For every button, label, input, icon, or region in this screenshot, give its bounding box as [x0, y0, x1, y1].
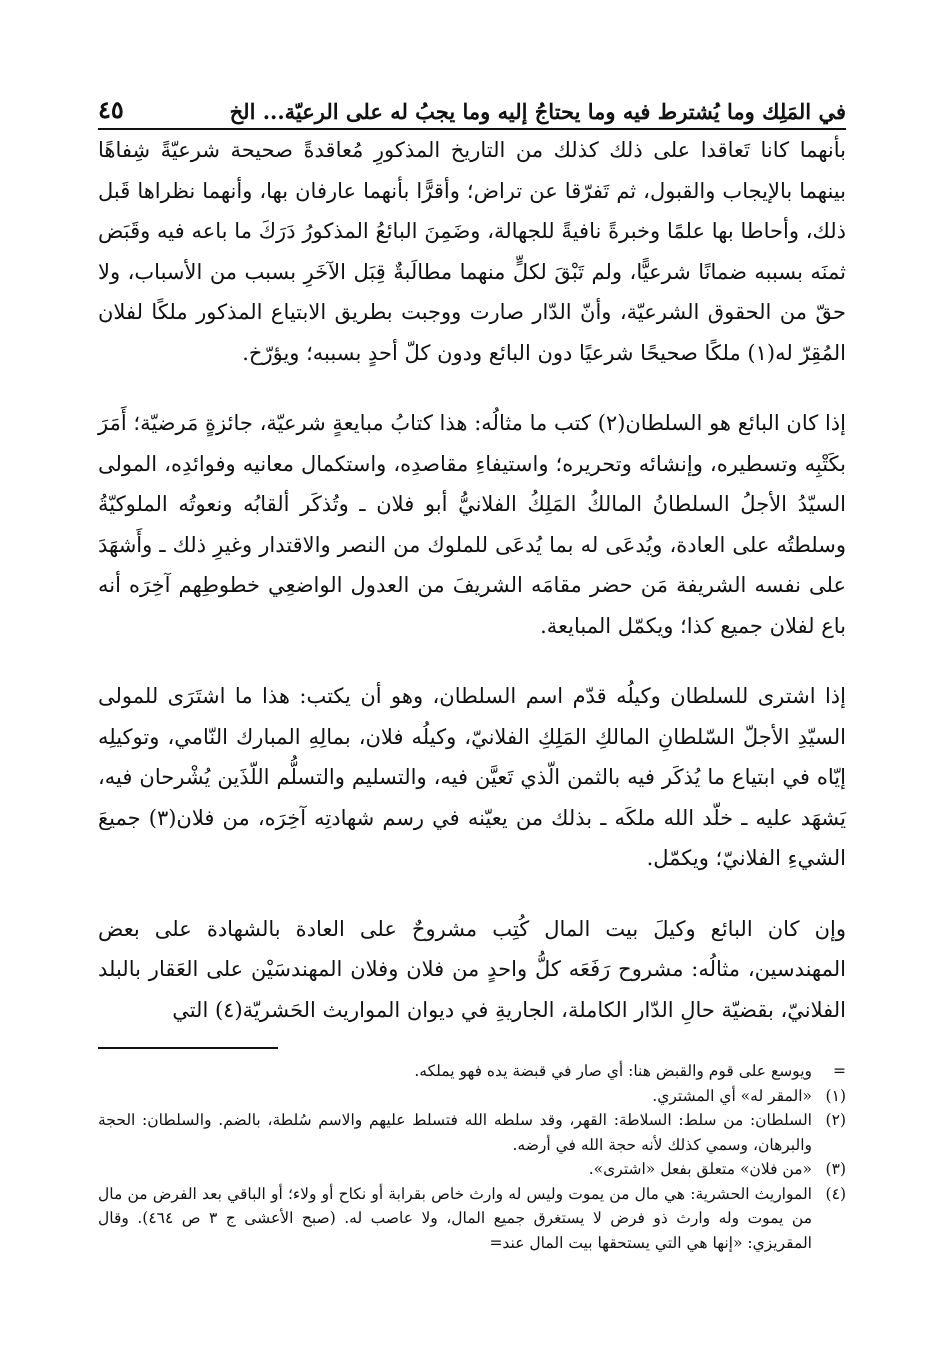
footnote-4: [98, 1182, 846, 1256]
footnote-marker: (١): [825, 1086, 846, 1105]
footnote-1: [98, 1084, 846, 1109]
footnote-continued: [98, 1059, 846, 1084]
paragraph-2: إذا كان البائع هو السلطان(٢) كتب ما مثالُه: هذا كتابُ مبايعةٍ شرعيّة، جائزةٍ مَرضيّة؛ أَمَرَ بكَتْبِه وتسطيره، وإنشائه وتحريره؛ واستيفاءِ مقاصدِه، واستكمال معانيه وفوائدِه، المولى السيّدُ الأجلُ السلطانُ المالكُ المَلِكُ الفلانيُّ أبو فلان ـ وتُذكَر ألقابُه ونعوتُه الملوكيّةُ وسلطتُه على العادة، ويُدعَى له بما يُدعَى للملوك من النصر والاقتدار وغيرِ ذلك ـ وأَشهَدَ على نفسه الشريفة مَن حضر مقامَه الشريفَ من العدول الواضعِي خطوطِهم آخِرَه أنه باع لفلان جميع كذا؛ ويكمّل المبايعة.: [98, 411, 846, 638]
footnote-3: [98, 1157, 846, 1182]
footnote-marker: (٢): [825, 1111, 846, 1129]
footnotes: [98, 1047, 846, 1255]
header-title: في المَلِك وما يُشترط فيه وما يحتاجُ إليه وما يجبُ له على الرعيّة... الخ: [229, 99, 846, 124]
paragraph-1: بأنهما كانا تَعاقدا على ذلك كذلك من التاريخ المذكورِ مُعاقدةً صحيحة شرعيّةً شِفاهًا بينهما بالإيجاب والقبول، ثم تَفرّقا عن تراض؛ وأقرًّا بأنهما عارفان بها، وأنهما نظراها قَبل ذلك، وأحاطا بها علمًا وخبرةً نافيةً للجهالة، وضَمِنَ البائعُ المذكورُ دَرَكَ ما باعه فيه وقَبَض ثمنَه بسببه ضمانًا شرعيًّا، ولم تَبْقَ لكلٍّ منهما مطالَبةٌ قِبَل الآخَرِ بسبب من الأسباب، ولا حقّ من الحقوق الشرعيّة، وأنّ الدّار صارت ووجبت بطريق الابتياع المذكور ملكًا لفلان المُقِرّ له(١) ملكًا صحيحًا شرعيًا دون البائع ودون كلّ أحدٍ بسببه؛ ويؤرّخ.: [98, 138, 846, 365]
footnote-separator: [98, 1047, 278, 1049]
footnote-text: «من فلان» متعلق بفعل «اشترى».: [588, 1160, 812, 1178]
paragraph-4: وإن كان البائع وكيلَ بيت المال كُتِب مشروحٌ على العادة بالشهادة على بعض المهندسين، مثالُه: مشروح رَفَعَه كلُّ واحدٍ من فلان وفلان المهندسَيْن على العَقار بالبلد الفلانيّ، بقضيّة حالِ الدّار الكاملة، الجاريةِ في ديوان المواريث الحَشريّة(٤) التي: [98, 916, 846, 1022]
footnote-text: المواريث الحشرية: هي مال من يموت وليس له وارث خاص بقرابة أو نكاح أو ولاء؛ أو الباقي بعد الفرض من مال من يموت وله وارث ذو فرض لا يستغرق جميع المال، ولا عاصب له. (صبح الأعشى ج ٣ ص ٤٦٤). وقال المقريزي: «إنها هي التي يستحقها بيت المال عند=: [98, 1184, 813, 1252]
running-header: [98, 80, 846, 130]
footnote-2: [98, 1108, 846, 1157]
footnote-text: السلطان: من سلط: السلاطة: القهر، وقد سلطه الله فتسلط عليهم والاسم سُلطة، بالضم. والسلطان: الحجة والبرهان، وسمي كذلك لأنه حجة الله في أرضه.: [98, 1111, 812, 1154]
footnote-text: ويوسع على قوم والقبض هنا: أي صار في قبضة يده فهو يملكه.: [414, 1062, 812, 1080]
footnote-text: «المقر له» أي المشتري.: [652, 1086, 812, 1105]
page-number: ٤٥: [98, 95, 124, 124]
footnote-marker: (٣): [825, 1160, 846, 1178]
footnote-marker: (٤): [825, 1184, 846, 1203]
main-text: [98, 130, 846, 1060]
paragraph-3: إذا اشترى للسلطان وكيلُه قدّم اسم السلطان، وهو أن يكتب: هذا ما اشتَرَى للمولى السيّدِ الأجلّ السّلطانِ المالكِ المَلِكِ الفلانيّ، وكيلُه فلان، بمالِهِ المبارك النّامي، وتوكيلِه إيّاه في ابتياع ما يُذكَر فيه بالثمن الّذي تَعيَّن فيه، والتسليم والتسلُّم اللّذَين يُشْرحان فيه، يَشهَد عليه ـ خلّد الله ملكَه ـ بذلك من يعيّنه في رسم شهادتِه آخِرَه، من فلان(٣) جميعَ الشيءِ الفلانيّ؛ ويكمّل.: [98, 684, 846, 870]
footnote-marker: =: [833, 1062, 846, 1080]
